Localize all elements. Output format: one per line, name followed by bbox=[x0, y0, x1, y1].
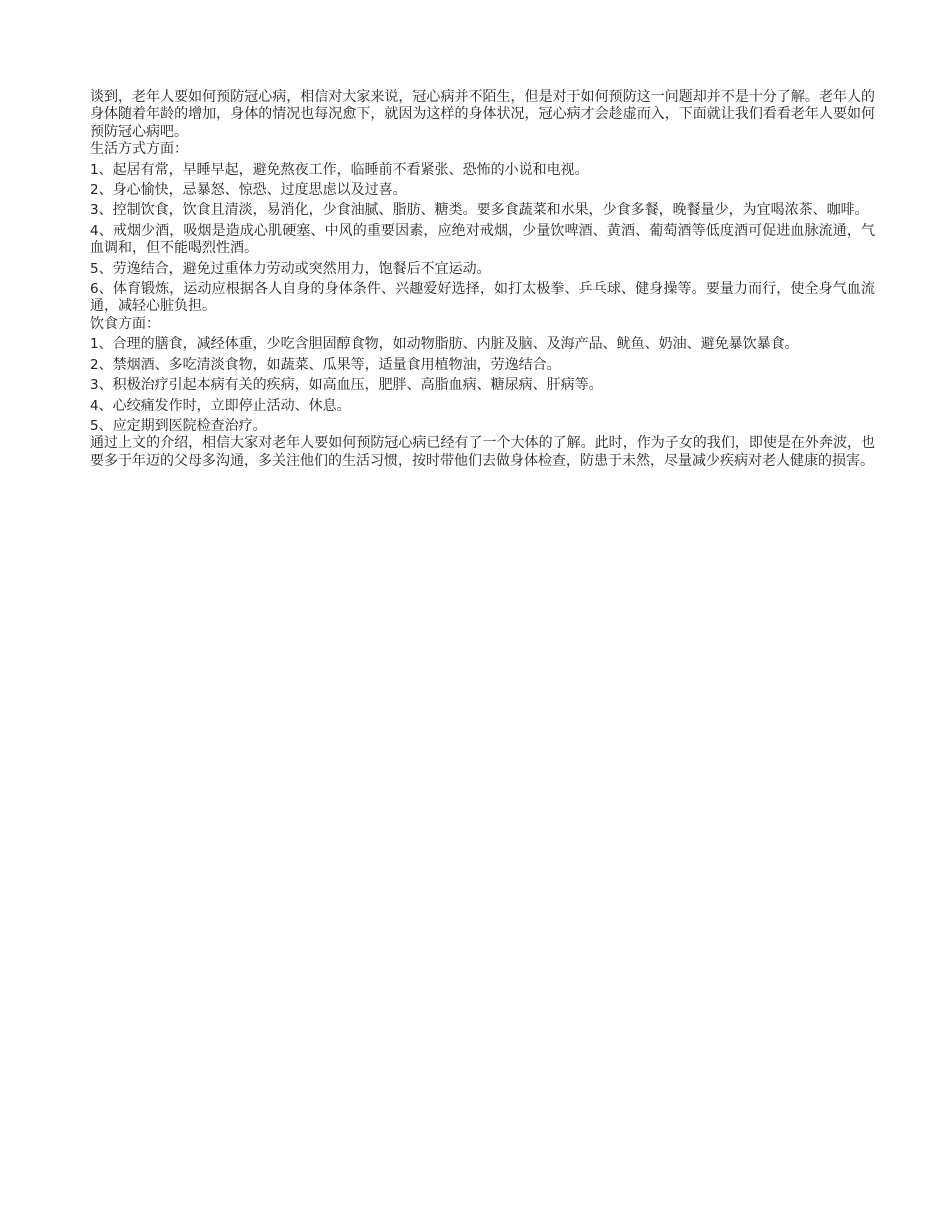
item-number: 2 bbox=[90, 182, 99, 199]
lifestyle-item-4 bbox=[90, 223, 875, 258]
diet-item-5 bbox=[90, 418, 875, 435]
item-text: 、起居有常，早睡早起，避免熬夜工作，临睡前不看紧张、恐怖的小说和电视。 bbox=[98, 161, 589, 178]
item-number: 3 bbox=[90, 377, 99, 394]
item-text: 、劳逸结合，避免过重体力劳动或突然用力，饱餐后不宜运动。 bbox=[98, 260, 491, 277]
intro-paragraph: 谈到，老年人要如何预防冠心病，相信对大家来说，冠心病并不陌生，但是对于如何预防这一问题却并不是十分了解。老年人的身体随着年龄的增加，身体的情况也每况愈下，就因为这样的身体状况，冠心病才会趁虚而入，下面就让我们看看老年人要如何预防冠心病吧。 bbox=[90, 89, 875, 140]
item-text: 、身心愉快，忌暴怒、惊恐、过度思虑以及过喜。 bbox=[98, 182, 407, 199]
lifestyle-item-6 bbox=[90, 281, 875, 316]
item-text: 、控制饮食，饮食且清淡，易消化，少食油腻、脂肪、糖类。要多食蔬菜和水果，少食多餐，晚餐量少，为宜喝浓茶、咖啡。 bbox=[98, 202, 869, 219]
item-number: 1 bbox=[90, 336, 99, 353]
item-number: 3 bbox=[90, 202, 99, 219]
item-number: 4 bbox=[90, 397, 99, 414]
diet-item-4 bbox=[90, 398, 875, 415]
article-body bbox=[90, 89, 875, 470]
item-number: 2 bbox=[90, 356, 99, 373]
item-number: 5 bbox=[90, 260, 99, 277]
diet-heading: 饮食方面： bbox=[90, 315, 160, 332]
lifestyle-item-1 bbox=[90, 162, 875, 179]
lifestyle-item-3 bbox=[90, 202, 875, 219]
item-text: 、心绞痛发作时，立即停止活动、休息。 bbox=[98, 397, 351, 414]
diet-item-3 bbox=[90, 377, 875, 394]
item-text: 、合理的膳食，减经体重，少吃含胆固醇食物，如动物脂肪、内脏及脑、及海产品、鱿鱼、奶油、避免暴饮暴食。 bbox=[98, 336, 799, 353]
item-text: 、戒烟少酒，吸烟是造成心肌硬塞、中风的重要因素，应绝对戒烟，少量饮啤酒、黄酒、葡萄酒等低度酒可促进血脉流通，气血调和，但不能喝烈性酒。 bbox=[90, 222, 875, 257]
item-text: 、积极治疗引起本病有关的疾病，如高血压，肥胖、高脂血病、糖尿病、肝病等。 bbox=[98, 377, 603, 394]
lifestyle-item-2 bbox=[90, 182, 875, 199]
item-number: 1 bbox=[90, 161, 99, 178]
lifestyle-heading: 生活方式方面： bbox=[90, 141, 188, 158]
item-text: 、应定期到医院检查治疗。 bbox=[98, 417, 267, 434]
diet-item-1 bbox=[90, 336, 875, 353]
lifestyle-item-5 bbox=[90, 261, 875, 278]
item-number: 6 bbox=[90, 281, 99, 298]
item-text: 、体育锻炼，运动应根据各人自身的身体条件、兴趣爱好选择，如打太极拳、乒乓球、健身操等。要量力而行，使全身气血流通，减轻心脏负担。 bbox=[90, 281, 875, 315]
item-number: 4 bbox=[90, 222, 99, 239]
diet-item-2 bbox=[90, 357, 875, 374]
item-number: 5 bbox=[90, 417, 99, 434]
item-text: 、禁烟酒、多吃清淡食物，如蔬菜、瓜果等，适量食用植物油，劳逸结合。 bbox=[98, 356, 561, 373]
conclusion-paragraph: 通过上文的介绍，相信大家对老年人要如何预防冠心病已经有了一个大体的了解。此时，作为子女的我们，即使是在外奔波，也要多于年迈的父母多沟通，多关注他们的生活习惯，按时带他们去做身体检查，防患于未然，尽量减少疾病对老人健康的损害。 bbox=[90, 435, 875, 469]
